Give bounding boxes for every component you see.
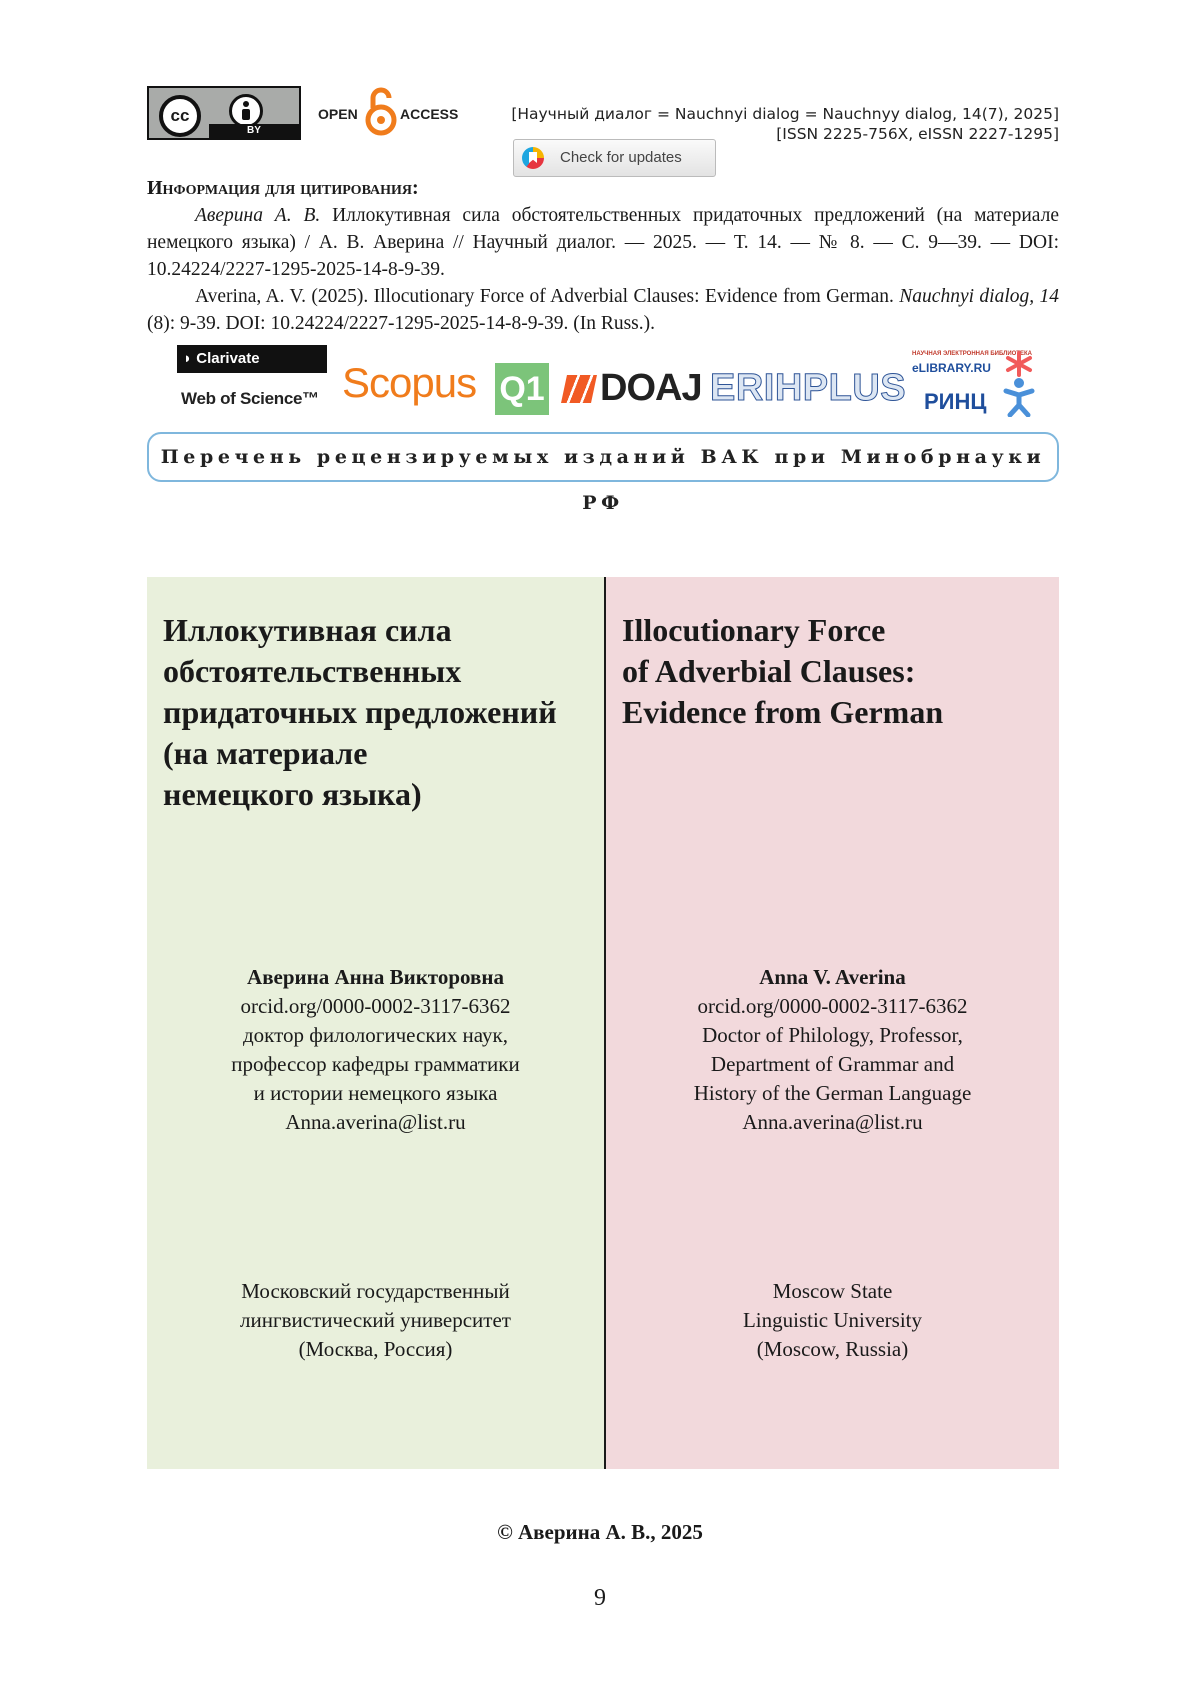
position-line: и истории немецкого языка [253,1081,498,1105]
author-name-ru: Аверина Анна Викторовна [247,965,504,989]
citation-en-journal: Nauchnyi dialog, 14 [899,286,1060,307]
position-line: профессор кафедры грамматики [231,1052,520,1076]
open-access-open-label: OPEN [318,106,358,122]
author-name-en: Anna V. Averina [759,965,906,989]
check-for-updates-label: Check for updates [560,149,682,166]
check-for-updates-button[interactable] [513,139,716,177]
position-line: Doctor of Philology, Professor, [702,1023,963,1047]
clarivate-logo[interactable]: ◗ Clarivate [177,345,327,373]
citation-ru-author: Аверина А. В. [195,205,321,226]
journal-reference [511,104,1059,144]
english-title-panel [606,577,1059,1469]
doaj-logo[interactable] [564,367,702,410]
issn-line: [ISSN 2225-756X, eISSN 2227-1295] [776,125,1059,143]
clarivate-label: Clarivate [196,350,260,367]
citation-heading: Информация для цитирования: [147,177,419,199]
open-access-lock-icon [364,86,398,138]
by-label: BY [209,124,299,138]
affiliation-line: (Moscow, Russia) [756,1337,909,1361]
position-line: Department of Grammar and [710,1052,955,1076]
cc-icon: cc [159,95,201,137]
title-line: Иллокутивная сила [163,612,452,648]
open-access-access-label: ACCESS [400,106,459,122]
affiliation-en [606,1277,1059,1364]
doaj-mark-icon [561,375,597,403]
affiliation-ru [147,1277,604,1364]
affiliation-line: Moscow State [772,1279,893,1303]
elibrary-label: eLIBRARY.RU [912,361,991,375]
title-line: Evidence from German [622,694,944,730]
title-line: of Adverbial Clauses: [622,653,916,689]
title-line: (на материале [163,735,368,771]
title-line: немецкого языка) [163,776,422,812]
vak-list-banner: Перечень рецензируемых изданий ВАК при Минобрнауки РФ [147,432,1059,482]
open-access-logo [318,86,458,138]
affiliation-line: лингвистический университет [240,1308,511,1332]
doaj-label: DOAJ [600,367,702,409]
web-of-science-logo[interactable]: Web of Science™ [181,389,319,408]
title-line: обстоятельственных [163,653,462,689]
orcid-link-ru[interactable]: orcid.org/0000-0002-3117-6362 [240,994,511,1018]
rinc-figure-icon [1002,351,1036,417]
cc-by-license-badge[interactable] [147,86,301,140]
scopus-logo[interactable]: Scopus [342,359,477,406]
attribution-person-icon [229,94,263,128]
crossmark-icon [522,147,544,169]
affiliation-line: Московский государственный [241,1279,510,1303]
elibrary-subtitle: НАУЧНАЯ ЭЛЕКТРОННАЯ БИБЛИОТЕКА [912,351,1032,357]
journal-ref-line: [Научный диалог = Nauchnyi dialog = Nauchnyy dialog, 14(7), 2025] [511,105,1059,123]
q1-quartile-badge: Q1 [495,363,549,415]
citation-info [147,175,1059,337]
elibrary-rinc-logo[interactable] [912,351,1052,417]
affiliation-line: (Москва, Россия) [298,1337,453,1361]
rinc-label: РИНЦ [924,389,987,414]
orcid-link-en[interactable]: orcid.org/0000-0002-3117-6362 [697,994,968,1018]
citation-ru [147,202,1059,283]
citation-en-prefix: Averina, A. V. (2025). Illocutionary Force of Adverbial Clauses: Evidence from German. [195,286,894,307]
email-link-ru[interactable]: Anna.averina@list.ru [285,1110,466,1134]
article-title-ru [163,610,593,815]
title-line: Illocutionary Force [622,612,886,648]
indexing-logos [147,345,1059,417]
email-link-en[interactable]: Anna.averina@list.ru [742,1110,923,1134]
copyright-notice: © Аверина А. В., 2025 [497,1520,703,1544]
erih-plus-logo[interactable]: ERIHPLUS [710,367,907,409]
position-line: доктор филологических наук, [242,1023,508,1047]
page-number: 9 [594,1585,606,1611]
citation-en [147,283,1059,337]
citation-en-suffix: (8): 9-39. DOI: 10.24224/2227-1295-2025-14-8-9-39. (In Russ.). [147,313,656,334]
title-line: придаточных предложений [163,694,557,730]
author-info-ru [147,963,604,1137]
russian-title-panel [147,577,604,1469]
article-title-en [622,610,1052,733]
affiliation-line: Linguistic University [742,1308,923,1332]
citation-ru-text: Иллокутивная сила обстоятельственных придаточных предложений (на материале немецкого языка) / А. В. Аверина // Научный диалог. — 2025. — Т. 14. — № 8. — С. 9—39. — DOI: 10.24224/2227-1295-2025-14-8-9-39. [147,205,1060,280]
position-line: History of the German Language [693,1081,972,1105]
author-info-en [606,963,1059,1137]
